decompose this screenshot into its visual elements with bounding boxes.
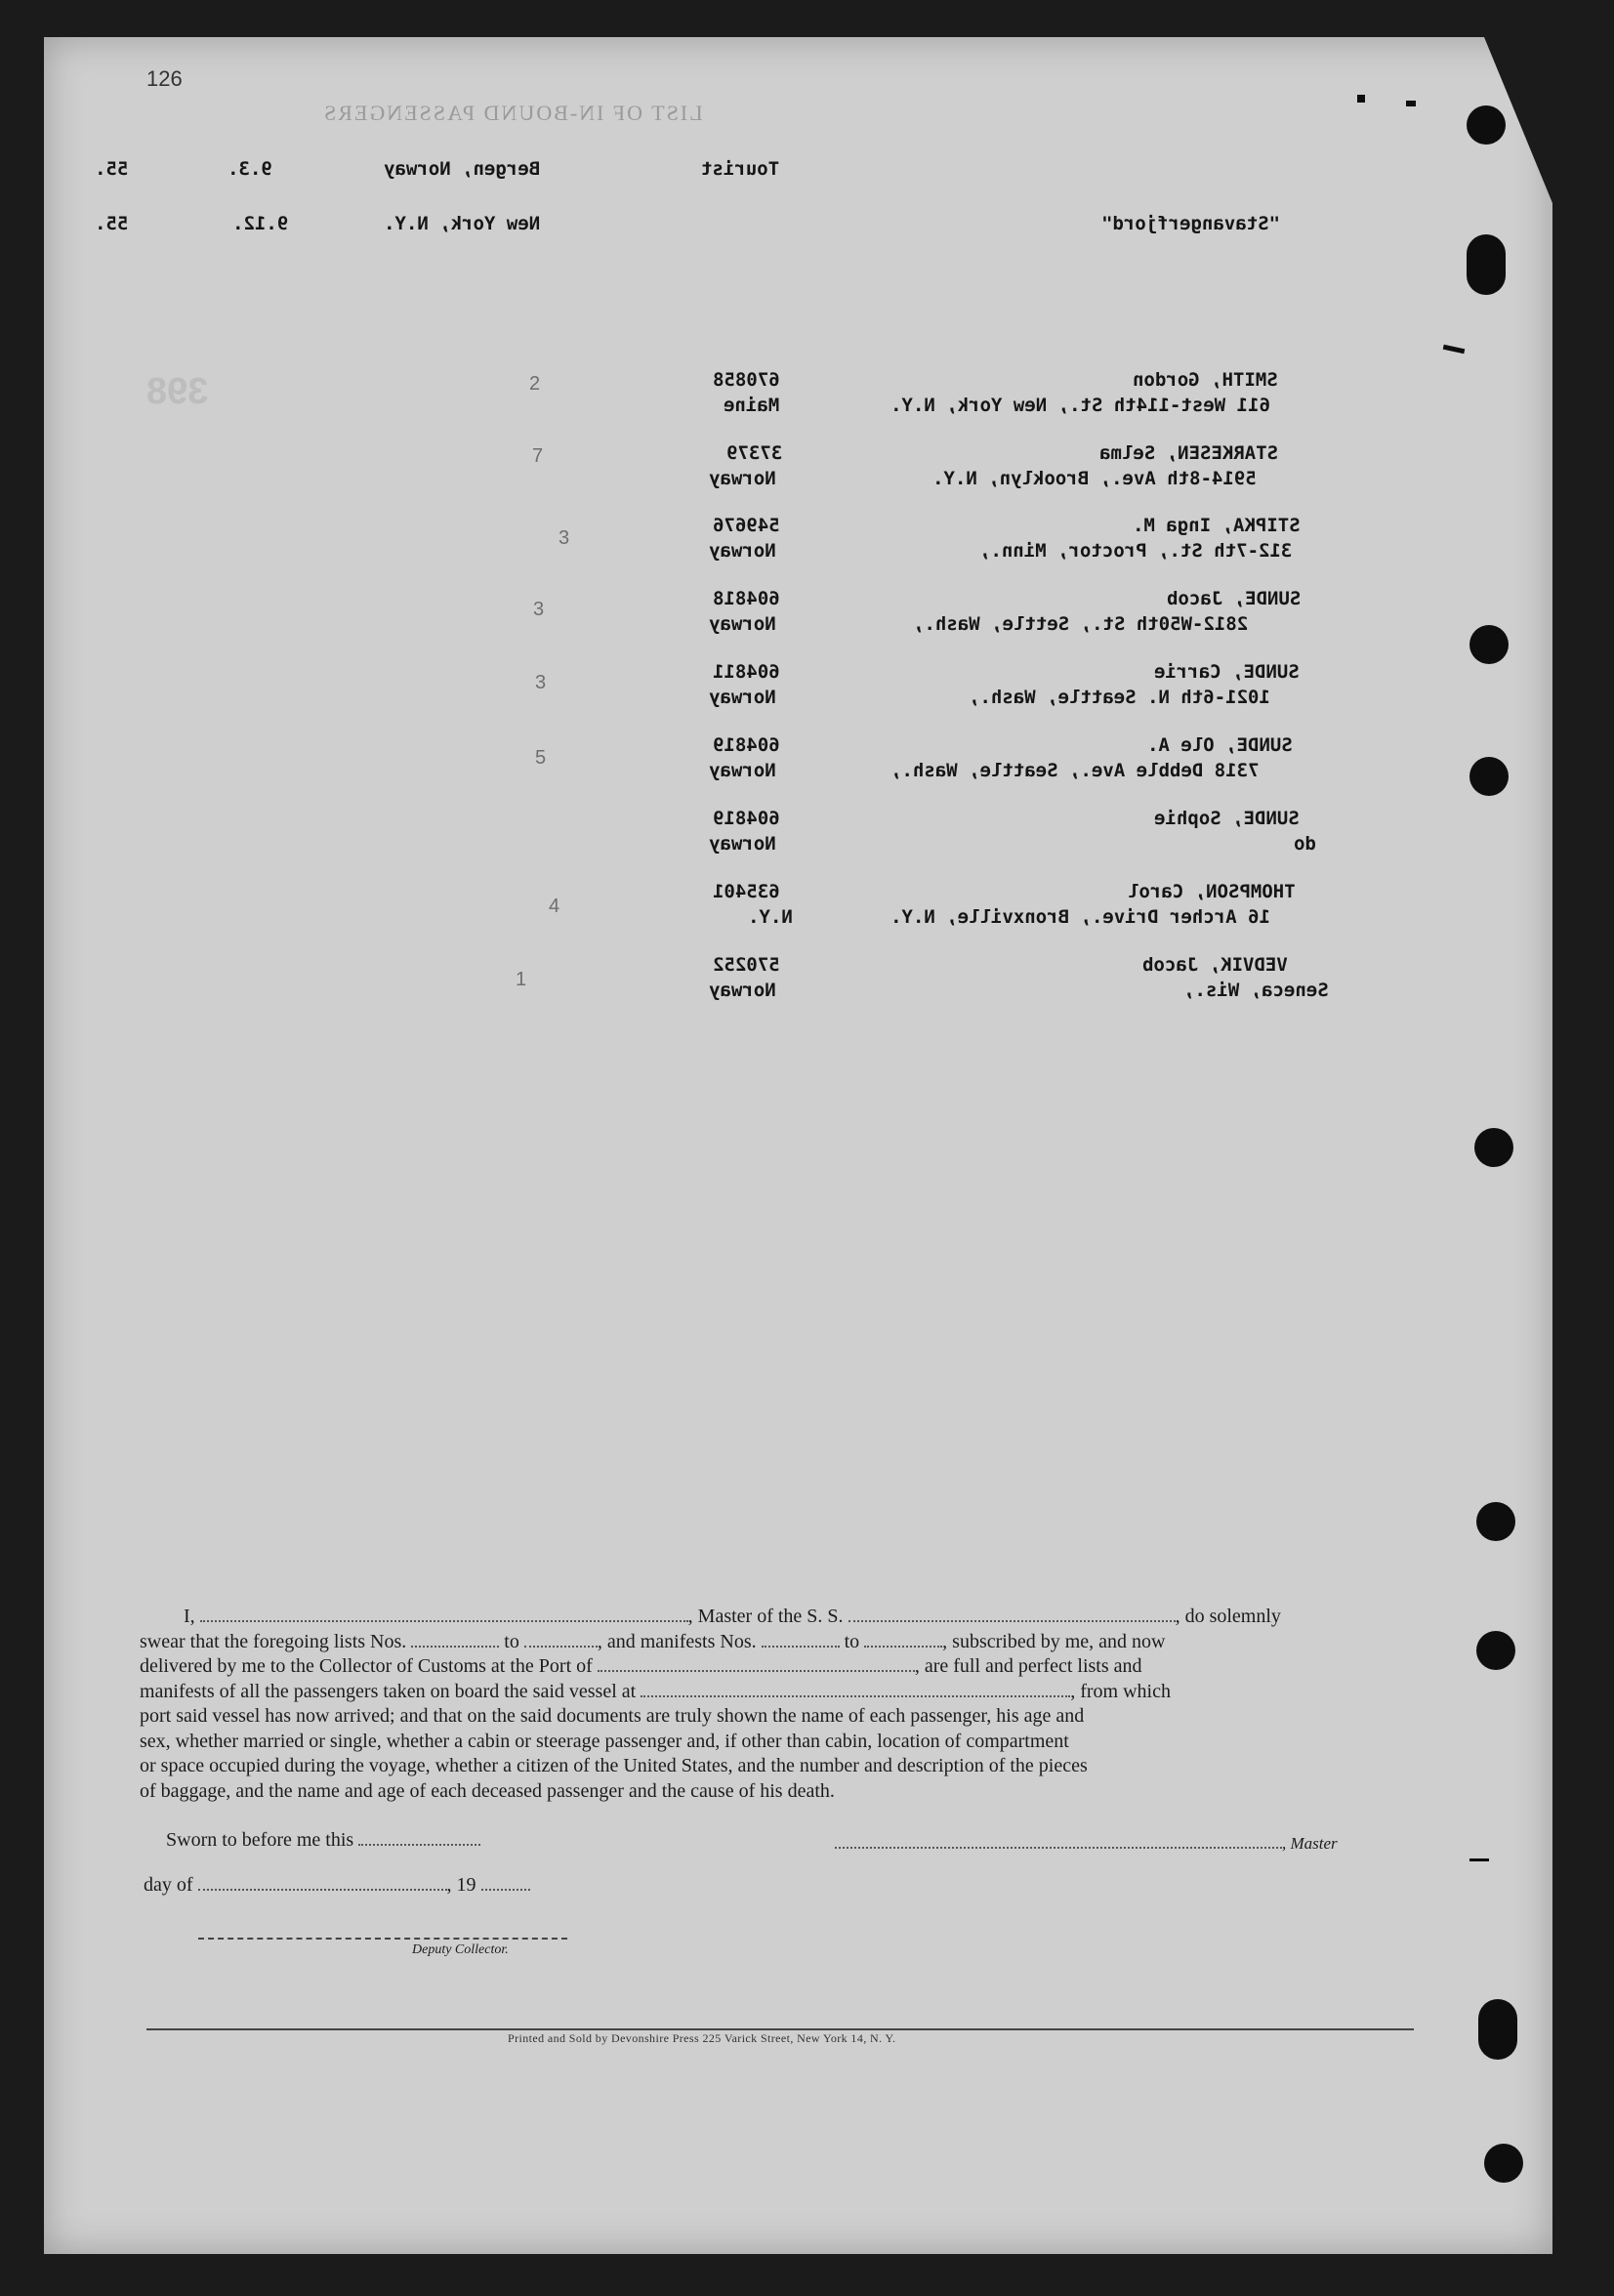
passenger-name: SUNDE, Jacob: [1167, 588, 1302, 609]
document-page: [44, 37, 1552, 2254]
passenger-number: 604811: [713, 661, 780, 683]
passenger-name: SUNDE, Sophie: [1154, 808, 1300, 829]
passenger-name: SUNDE, Ole A.: [1147, 734, 1293, 756]
oath-text: , from which: [1070, 1680, 1171, 1702]
oath-text: or space occupied during the voyage, whether a citizen of the United States, and the number and description of the pieces: [140, 1755, 1088, 1776]
ghost-page-number: 398: [146, 371, 209, 412]
master-name-field[interactable]: [200, 1607, 688, 1622]
oath-text: of baggage, and the name and age of each deceased passenger and the cause of his death.: [140, 1779, 835, 1802]
punch-hole: [1469, 625, 1509, 664]
deputy-collector-label: Deputy Collector.: [412, 1942, 509, 1957]
passenger-name: STARKESEN, Selma: [1099, 442, 1279, 464]
punch-hole: [1467, 234, 1506, 295]
punch-hole: [1474, 1128, 1513, 1167]
pencil-mark: 2: [529, 373, 541, 395]
oath-text: port said vessel has now arrived; and that on the said documents are truly shown the name of each passenger, his age and: [140, 1705, 1085, 1727]
punch-hole: [1476, 1502, 1515, 1541]
pencil-mark: 3: [533, 599, 545, 620]
pencil-mark: 7: [532, 445, 544, 467]
ink-mark: [1406, 101, 1416, 106]
day-of-text: day of: [144, 1874, 193, 1896]
pencil-mark: 4: [549, 896, 560, 917]
punch-hole: [1484, 2144, 1523, 2183]
embark-port-field[interactable]: [641, 1682, 1070, 1697]
passenger-number: 570252: [713, 954, 780, 976]
oath-text: to: [844, 1630, 860, 1652]
passenger-origin: Norway: [709, 613, 776, 635]
passenger-name: SMITH, Gordon: [1133, 369, 1278, 391]
ship-name-field[interactable]: [848, 1607, 1176, 1622]
arrival-year: 55.: [95, 213, 129, 234]
port-field[interactable]: [598, 1656, 915, 1672]
oath-text: delivered by me to the Collector of Customs at the Port of: [140, 1655, 593, 1677]
passenger-address: Seneca, Wis.,: [1183, 980, 1329, 1001]
pencil-mark: 5: [535, 747, 547, 769]
passenger-origin: Norway: [709, 540, 776, 562]
passenger-origin: Norway: [709, 980, 776, 1001]
faint-header-title: LIST OF IN-BOUND PASSENGERS: [322, 101, 703, 125]
year-text: , 19: [446, 1874, 476, 1896]
list-from-field[interactable]: [411, 1632, 499, 1648]
passenger-number: 635401: [713, 881, 780, 902]
oath-text: sex, whether married or single, whether a cabin or steerage passenger and, if other than cabin, location of compartment: [140, 1730, 1069, 1752]
printer-footer: Printed and Sold by Devonshire Press 225 Varick Street, New York 14, N. Y.: [508, 2031, 896, 2045]
oath-text: , do solemnly: [1175, 1606, 1281, 1627]
year-field[interactable]: [481, 1875, 530, 1891]
pencil-mark: 3: [535, 672, 547, 693]
stamp-number: 126: [146, 66, 183, 91]
passenger-address: 16 Archer Drive., Bronxville, N.Y.: [890, 906, 1270, 928]
departure-port: Bergen, Norway: [384, 158, 541, 180]
passenger-number: 670858: [713, 369, 780, 391]
oath-text: to: [504, 1630, 519, 1652]
passenger-origin: N.Y.: [748, 906, 793, 928]
passenger-name: STIPKA, Inga M.: [1133, 515, 1301, 536]
arrival-port: New York, N.Y.: [384, 213, 541, 234]
master-label: , Master: [1282, 1834, 1338, 1853]
passenger-name: VEDVIK, Jacob: [1142, 954, 1288, 976]
oath-text: , subscribed by me, and now: [942, 1630, 1166, 1652]
oath-text: , and manifests Nos.: [597, 1630, 757, 1652]
passenger-name: THOMPSON, Carol: [1128, 881, 1296, 902]
punch-hole: [1469, 757, 1509, 796]
sworn-text: Sworn to before me this: [166, 1829, 354, 1851]
departure-year: 55.: [95, 158, 129, 180]
ship-name: "Stavangerfjord": [1101, 213, 1281, 234]
passenger-number: 604818: [713, 588, 780, 609]
oath-text: , Master of the S. S.: [687, 1606, 844, 1627]
master-signature-field[interactable]: [835, 1833, 1282, 1849]
passenger-number: 604819: [713, 808, 780, 829]
oath-text: manifests of all the passengers taken on board the said vessel at: [140, 1680, 637, 1702]
ink-mark: [1357, 95, 1365, 103]
passenger-address: do: [1294, 833, 1316, 855]
sworn-line: [166, 1829, 480, 1852]
manifest-to-field[interactable]: [864, 1632, 942, 1648]
footer-rule: [146, 2028, 1414, 2030]
departure-date: 9.3.: [228, 158, 272, 180]
passenger-address: 312-7th St., Proctor, Minn.,: [979, 540, 1293, 562]
punch-hole: [1478, 1999, 1517, 2060]
passenger-origin: Maine: [724, 395, 780, 416]
passenger-address: 7318 Debble Ave., Seattle, Wash.,: [890, 760, 1260, 781]
passenger-number: 604819: [713, 734, 780, 756]
class-label: Tourist: [701, 158, 780, 180]
oath-paragraph: [140, 1605, 1409, 1804]
passenger-address: 611 West-114th St., New York, N.Y.: [890, 395, 1270, 416]
passenger-origin: Norway: [709, 760, 776, 781]
passenger-address: 5914-8th Ave., Brooklyn, N.Y.: [932, 468, 1257, 489]
passenger-number: 37379: [726, 442, 783, 464]
oath-text: I,: [184, 1606, 195, 1627]
passenger-origin: Norway: [709, 468, 776, 489]
punch-hole: [1476, 1631, 1515, 1670]
master-signature-line: [835, 1832, 1338, 1855]
passenger-name: SUNDE, Carrie: [1154, 661, 1300, 683]
passenger-origin: Norway: [709, 833, 776, 855]
day-of-line: [144, 1874, 530, 1897]
passenger-origin: Norway: [709, 687, 776, 708]
punch-hole: [1467, 105, 1506, 145]
day-of-field[interactable]: [198, 1875, 447, 1891]
passenger-number: 549676: [713, 515, 780, 536]
passenger-address: 2812-W50th St., Settle, Wash.,: [913, 613, 1249, 635]
passenger-address: 1021-6th N. Seattle, Wash.,: [969, 687, 1270, 708]
manifest-from-field[interactable]: [762, 1632, 840, 1648]
ink-mark: [1469, 1858, 1489, 1861]
list-to-field[interactable]: [524, 1632, 598, 1648]
pencil-mark: 3: [559, 527, 570, 549]
arrival-date: 9.12.: [232, 213, 289, 234]
sworn-date-field[interactable]: [358, 1830, 480, 1846]
oath-text: , are full and perfect lists and: [914, 1655, 1142, 1677]
oath-text: swear that the foregoing lists Nos.: [140, 1630, 407, 1652]
deputy-signature-rule: [198, 1938, 567, 1940]
pencil-mark: 1: [516, 969, 527, 990]
